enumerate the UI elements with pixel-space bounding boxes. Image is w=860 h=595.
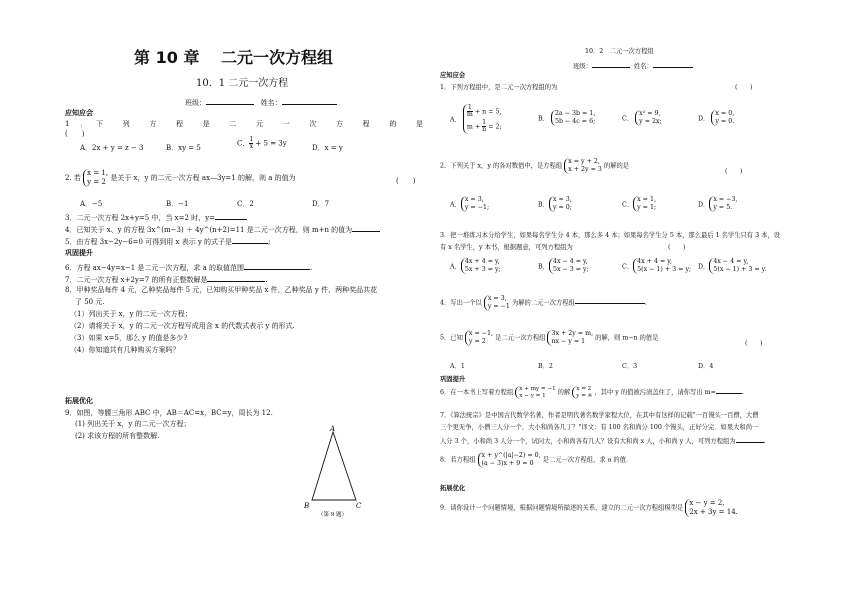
triangle-figure: [300, 424, 380, 520]
name-label: 姓名：: [633, 63, 653, 70]
question-7: 7．二元一次方程 x+2y=7 的所有正整数解是 .: [65, 273, 268, 285]
name-label: 姓名：: [260, 99, 282, 107]
section-title: 10．1 二元一次方程: [196, 78, 289, 89]
question-4: 4．写出一个以 x = 3, y = −1 为解的二元一次方程组 .: [440, 295, 647, 310]
answer-blank[interactable]: [244, 261, 310, 270]
question-1: 1．下列方程组中，是二元一次方程组的为: [440, 84, 558, 91]
subquestion: (1) 列出关于 x，y 的二元一次方程；: [75, 420, 191, 428]
question-2: 2．下列关于 x，y 的各对数值中，是方程组 x = y + 2, x + 2y = 3 的解的是: [440, 158, 630, 173]
vertex-c: C: [356, 502, 362, 510]
figure-caption: （第 9 题）: [318, 512, 347, 518]
subquestion: （4）你知道共有几种购买方案吗？: [70, 346, 180, 354]
option-a: A．1: [450, 363, 465, 370]
option-a: A．x = 3, y = −1;: [450, 196, 490, 211]
option-b: B． 2a − 3b = 1, 5b − 4c = 6;: [538, 110, 596, 125]
option-c: C．3: [622, 363, 638, 370]
answer-blank[interactable]: [575, 295, 645, 304]
vertex-b: B: [304, 502, 310, 510]
option-c: C．4x + 4 = y, 5(x − 1) + 3 = y;: [622, 258, 692, 273]
question-6: 6．方程 ax−4y=x−1 是二元一次方程，求 a 的取值范围 .: [65, 261, 312, 273]
question-3: 3．把一堆练习本分给学生，如果每名学生分 4 本，那么多 4 本；如果每名学生分 5 本，那么最后 1 名学生只有 3 本，设: [440, 232, 781, 239]
option-d: D．4x − 4 = y, 5(x − 1) + 3 = y.: [698, 258, 767, 273]
subquestion: （2）请将关于 x，y 的二元一次方程写成用含 x 的代数式表示 y 的形式.: [70, 322, 295, 330]
question-4: 4．已知关于 x、y 的方程 3x^(m−3) ＋ 4y^(n+2)=11 是二元一次方程，则 m+n 的值为: [65, 223, 380, 235]
option-a: A． $\frac{1}{m}$ + n = 5, m + $\frac{1}{n}$ = 2;: [450, 104, 502, 133]
answer-paren: ( ): [668, 244, 686, 251]
option-c: C． x² = 9, y = 2x;: [622, 110, 662, 125]
option-d: D．x = −3, y = 5.: [698, 196, 738, 211]
class-blank[interactable]: [592, 59, 630, 68]
answer-paren: ( ): [725, 168, 743, 175]
option-a: A．2x + y = z − 3: [80, 144, 144, 152]
question-8-cont: 了 50 元.: [75, 298, 105, 306]
option-b: B．xy = 5: [166, 144, 201, 152]
question-8: 8．甲种奖品每件 4 元，乙种奖品每件 5 元，已知购买甲种奖品 x 件，乙种奖品 y 件，两种奖品共花: [65, 286, 378, 294]
option-c: C．x = 1, y = 1;: [622, 196, 657, 211]
question-3: 3．二元一次方程 2x+y=5 中，当 x=2 时，y=: [65, 211, 247, 223]
class-label: 班级：: [185, 99, 206, 107]
option-a: A．−5: [80, 200, 103, 208]
question-8: 8．若方程组 x + y^(|a|−2) = 0, (a − 3)x + 9 = 0 是二元一次方程组，求 a 的值.: [440, 452, 629, 467]
subquestion: (2) 求该方程的所有整数解.: [75, 432, 160, 440]
option-d: D．x = y: [312, 144, 343, 152]
answer-blank[interactable]: [232, 235, 268, 244]
option-b: B．−1: [166, 200, 189, 208]
option-d: D．4: [698, 363, 714, 370]
answer-paren: ( ): [735, 84, 753, 91]
option-a: A．4x + 4 = y, 5x + 3 = y;: [450, 258, 501, 273]
answer-paren: ( ): [396, 177, 416, 185]
question-2: 2. 若 x = 1, y = 2 是关于 x，y 的二元一次方程 ax—3y=1 的解，则 a 的值为: [65, 169, 296, 186]
option-c: C．2: [237, 200, 254, 208]
question-6: 6．在一本书上写着方程组 x + my = −1 x − y = 1 的解 x = 2 y = ※ ，其中 y 的值被污渍盖住了，请你写出 m= .: [440, 385, 744, 399]
answer-paren: ( ): [745, 340, 763, 347]
name-blank[interactable]: [653, 59, 693, 68]
option-b: B．2: [538, 363, 553, 370]
section-heading: 巩固提升: [65, 249, 93, 257]
answer-blank[interactable]: [716, 385, 742, 394]
question-7-cont: 人分 3 个，小和尚 3 人分一个，试问大，小和尚各有几人？设有大和尚 x 人，小和尚 y 人，可列方程组为 .: [440, 434, 766, 445]
option-b: B．x = 3, y = 0;: [538, 196, 572, 211]
answer-blank[interactable]: [215, 211, 247, 220]
option-d: D． x = 0, y = 0.: [698, 110, 735, 125]
section-heading: 拓展优化: [440, 485, 466, 492]
option-c: C． $\frac{1}{x}$ + 5 = 3y: [237, 136, 287, 150]
answer-blank[interactable]: [207, 273, 265, 282]
class-name-line: [573, 59, 693, 70]
section-heading: 应知应会: [65, 109, 93, 117]
chapter-title: 第 10 章 二元一次方程组: [134, 48, 333, 67]
class-blank[interactable]: [206, 96, 254, 105]
question-9: 9．如图，等腰三角形 ABC 中，AB＝AC=x，BC=y，周长为 12.: [65, 409, 273, 417]
answer-paren: ( ): [65, 130, 85, 138]
answer-blank[interactable]: [352, 223, 380, 232]
question-5: 5．由方程 3x−2y−6=0 可得到用 x 表示 y 的式子是 ;: [65, 235, 270, 247]
question-9: 9．请你设计一个问题情境，根据问题情境所描述的关系，建立的二元一次方程组模型是 x − y = 2, 2x + 3y = 14.: [440, 499, 738, 516]
answer-blank[interactable]: [736, 434, 764, 443]
vertex-a: A: [330, 425, 336, 433]
question-1: 1 ．下 列 方 程 是 二 元 一 次 方 程 的 是: [65, 120, 423, 128]
question-7: 7．《算法统宗》是中国古代数学名著，作者是明代著名数学家程大位，在其中有这样的记载"一百馒头一百僧，大僧: [440, 412, 759, 419]
section-heading: 巩固提升: [440, 376, 466, 383]
subquestion: （3）如果 x=5，那么 y 的值是多少?: [70, 334, 188, 342]
option-d: D．7: [312, 200, 330, 208]
class-name-line: [185, 96, 337, 108]
question-3-cont: 有 x 名学生，y 本书，根据题意，可列方程组为: [440, 244, 573, 251]
subquestion: （1）列出关于 x，y 的二元一次方程；: [70, 310, 192, 318]
right-page: [430, 0, 860, 595]
class-label: 班级：: [573, 63, 592, 70]
question-7-cont: 三个更无争，小僧三人分一个，大小和尚各几丁？"译文：有 100 名和尚分 100 个馒头，正好分完．如果大和尚一: [440, 424, 759, 431]
section-heading: 应知应会: [440, 72, 466, 79]
section-heading: 拓展优化: [65, 397, 93, 405]
question-5: 5．已知 x = −1, y = 2 是二元一次方程组 3x + 2y = m, nx − y = 1 的解，则 m−n 的值是: [440, 330, 659, 345]
section-title: 10．2 二元一次方程组: [585, 48, 654, 55]
option-b: B．4x − 4 = y, 5x − 3 = y;: [538, 258, 589, 273]
triangle-shape: [312, 432, 356, 500]
name-blank[interactable]: [282, 96, 337, 105]
